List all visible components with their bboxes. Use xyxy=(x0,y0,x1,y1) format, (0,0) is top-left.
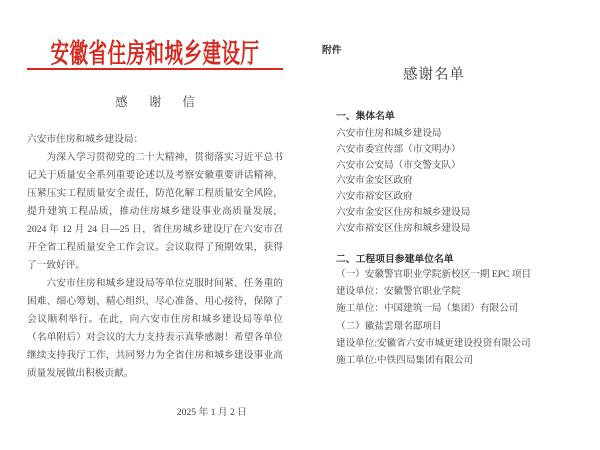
letterhead-title: 安徽省住房和城乡建设厅 xyxy=(50,40,260,70)
list-item: 六安市公安局（市交警支队） xyxy=(336,159,461,171)
project-builder: 建设单位:安徽省六安市城更建设投资有限公司 xyxy=(336,337,531,349)
project-contractor: 施工单位:中铁四局集团有限公司 xyxy=(336,354,473,366)
letter-date: 2025 年 1 月 2 日 xyxy=(176,407,247,418)
letter-paragraph: 为深入学习贯彻党的二十大精神，贯彻落实习近平总书记关于质量安全系列重要论述以及考察安徽重要讲话精神，压紧压实工程质量安全责任，防范化解工程质量安全风险，提升建筑工程品质，推动住房城乡建设事业高质量发展，2024 年 12 月 24 日—25 日，省住房城乡建设厅在六安市召开全省工程质量安全工作会议。会议取得了预期效果，获得了一致好评。 xyxy=(27,152,283,271)
letter-page xyxy=(27,22,283,418)
list-item: 六安市委宣传部（市文明办） xyxy=(336,143,461,155)
section-heading-projects: 二、工程项目参建单位名单 xyxy=(336,253,454,265)
list-item: 六安市裕安区住房和城乡建设局 xyxy=(336,222,471,234)
section-heading-collective: 一、集体名单 xyxy=(336,111,395,122)
attachment-page xyxy=(322,42,546,369)
letter-salutation: 六安市住房和城乡建设局： xyxy=(27,134,144,145)
letter-body xyxy=(27,131,283,383)
letter-paragraph: 六安市住房和城乡建设局等单位克服时间紧、任务重的困难、细心筹划、精心组织、尽心准备、用心接待，保障了会议顺利举行。在此，向六安市住房和城乡建设局等单位（名单附后）对会议的大力支持表示真挚感谢！希望各单位继续支持我厅工作，共同努力为全省住房和城乡建设事业高质量发展做出积极贡献。 xyxy=(27,278,283,379)
list-item: 六安市住房和城乡建设局 xyxy=(336,128,442,139)
project-name: （二）徽盐雲璟名邸项目 xyxy=(336,320,442,332)
list-item: 六安市金安区政府 xyxy=(336,175,413,187)
attachment-title: 感谢名单 xyxy=(403,67,465,83)
collective-list xyxy=(322,126,546,237)
project-builder: 建设单位：安徽警官职业学院 xyxy=(336,285,461,297)
list-item: 六安市裕安区政府 xyxy=(336,191,413,203)
letter-title: 感 谢 信 xyxy=(115,95,204,109)
project-entry xyxy=(336,318,546,369)
project-entry xyxy=(336,266,546,317)
attachment-label: 附件 xyxy=(322,45,342,56)
project-contractor: 施工单位：中国建筑一局（集团）有限公司 xyxy=(336,302,519,314)
project-name: （一）安徽警官职业学院新校区一期 EPC 项目 xyxy=(336,268,532,280)
list-item: 六安市金安区住房和城乡建设局 xyxy=(336,206,471,218)
